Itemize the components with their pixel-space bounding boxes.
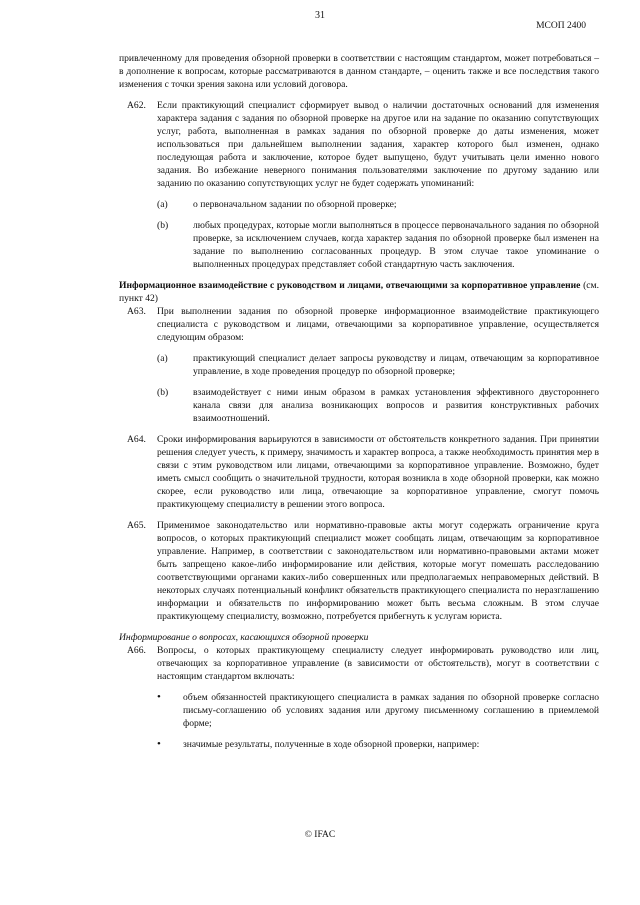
list-item-text: практикующий специалист делает запросы руководству и лицам, отвечающим за корпоративное управление, в ходе проведения процедур по обзорной проверке; — [193, 353, 599, 377]
list-item — [119, 198, 599, 211]
list-item-text: о первоначальном задании по обзорной проверке; — [193, 199, 397, 210]
paragraph-a65 — [119, 519, 599, 623]
bullet-icon: • — [157, 738, 161, 750]
section-heading-title: Информационное взаимодействие с руководством и лицами, отвечающими за корпоративное управление — [119, 280, 581, 291]
list-item — [119, 386, 599, 425]
paragraph-number: A64. — [127, 434, 146, 445]
copyright-footer: © IFAC — [304, 830, 336, 840]
list-item — [119, 219, 599, 271]
paragraph-a66 — [119, 644, 599, 683]
list-item-text: любых процедурах, которые могли выполняться в процессе первоначального задания по обзорной проверке, за исключением случаев, когда характер задания по обзорной проверке был изменен на задание по выполнению согласованных процедур. В этом случае такое упоминание о выполненных процедурах представляет собой стандартную часть заключения. — [193, 220, 599, 270]
paragraph-a64 — [119, 433, 599, 511]
paragraph-text: Вопросы, о которых практикующему специалисту следует информировать руководство или лиц, отвечающих за корпоративное управление (в зависимости от обстоятельств), могут в соответствии с настоящим стандартом включать: — [157, 645, 599, 682]
section-heading — [119, 279, 599, 305]
paragraph-number: A65. — [127, 520, 146, 531]
bullet-icon: • — [157, 691, 161, 703]
subsection-heading: Информирование о вопросах, касающихся обзорной проверки — [119, 632, 369, 643]
bullet-item — [119, 691, 599, 730]
intro-paragraph: привлеченному для проведения обзорной проверки в соответствии с настоящим стандартом, может потребоваться – в дополнение к вопросам, которые рассматриваются в данном стандарте, – оценить также и все последствия такого изменения с точки зрения закона или условий договора. — [119, 53, 599, 90]
list-item — [119, 352, 599, 378]
paragraph-number: A66. — [127, 645, 146, 656]
standard-code: МСОП 2400 — [536, 21, 586, 31]
page-number: 31 — [315, 10, 325, 21]
list-item-label: (a) — [157, 199, 168, 210]
list-item-label: (b) — [157, 387, 169, 398]
section-heading-ref: (см. пункт 42) — [119, 280, 599, 304]
paragraph-number: A63. — [127, 306, 146, 317]
list-item-text: взаимодействует с ними иным образом в рамках установления эффективного двустороннего канала связи для анализа возникающих вопросов и развития конструктивных рабочих взаимоотношений. — [193, 387, 599, 424]
paragraph-number: A62. — [127, 100, 146, 111]
paragraph-text: Применимое законодательство или нормативно-правовые акты могут содержать ограничение круга вопросов, о которых практикующий специалист может сообщать лицам, отвечающим за корпоративное управление. Например, в соответствии с законодательством или нормативно-правовыми актами может быть запрещено какое-либо информирование или действия, которые могут помешать расследованию соответствующими органами каких-либо совершенных или предполагаемых неправомерных действий. В некоторых случаях потенциальный конфликт обязательств практикующего специалиста по неразглашению информации и обязательств по информированию может быть весьма сложным. В этом случае практикующему специалисту, возможно, потребуется прибегнуть к услугам юриста. — [157, 520, 599, 622]
document-body — [119, 52, 599, 759]
bullet-text: значимые результаты, полученные в ходе обзорной проверки, например: — [183, 739, 480, 750]
paragraph-text: При выполнении задания по обзорной проверке информационное взаимодействие практикующего специалиста с руководством и лицами, отвечающими за корпоративное управление, осуществляется следующим образом: — [157, 306, 599, 343]
paragraph-a62 — [119, 99, 599, 190]
paragraph-a63 — [119, 305, 599, 344]
paragraph-text: Сроки информирования варьируются в зависимости от обстоятельств конкретного задания. При принятии решения следует учесть, к примеру, значимость и характер вопроса, а также необходимость принятия мер в связи с этим руководством или лицами, отвечающими за корпоративное управление. Возможно, будет иметь смысл сообщить о значительной трудности, которая возникла в ходе обзорной проверки, как можно скорее, если руководство или лица, отвечающие за корпоративное управление, смогут помочь практикующему специалисту в решении этого вопроса. — [157, 434, 599, 510]
list-item-label: (a) — [157, 353, 168, 364]
bullet-item — [119, 738, 599, 751]
list-item-label: (b) — [157, 220, 169, 231]
bullet-text: объем обязанностей практикующего специалиста в рамках задания по обзорной проверке согласно письму-соглашению об условиях задания или другому письменному соглашению в приемлемой форме; — [183, 692, 599, 729]
paragraph-text: Если практикующий специалист сформирует вывод о наличии достаточных оснований для изменения характера задания с задания по обзорной проверке на другое или на задание по оказанию сопутствующих услуг, работа, выполненная в рамках задания по обзорной проверке до даты изменения, может использоваться при дальнейшем выполнении задания, характер которого был изменен, однако последующая работа и заключение, которое будет выпущено, будут учитывать цели именно нового задания. Во избежание неверного понимания пользователями заключение по другому заданию или заданию по оказанию сопутствующих услуг не будет содержать упоминаний: — [157, 100, 599, 189]
